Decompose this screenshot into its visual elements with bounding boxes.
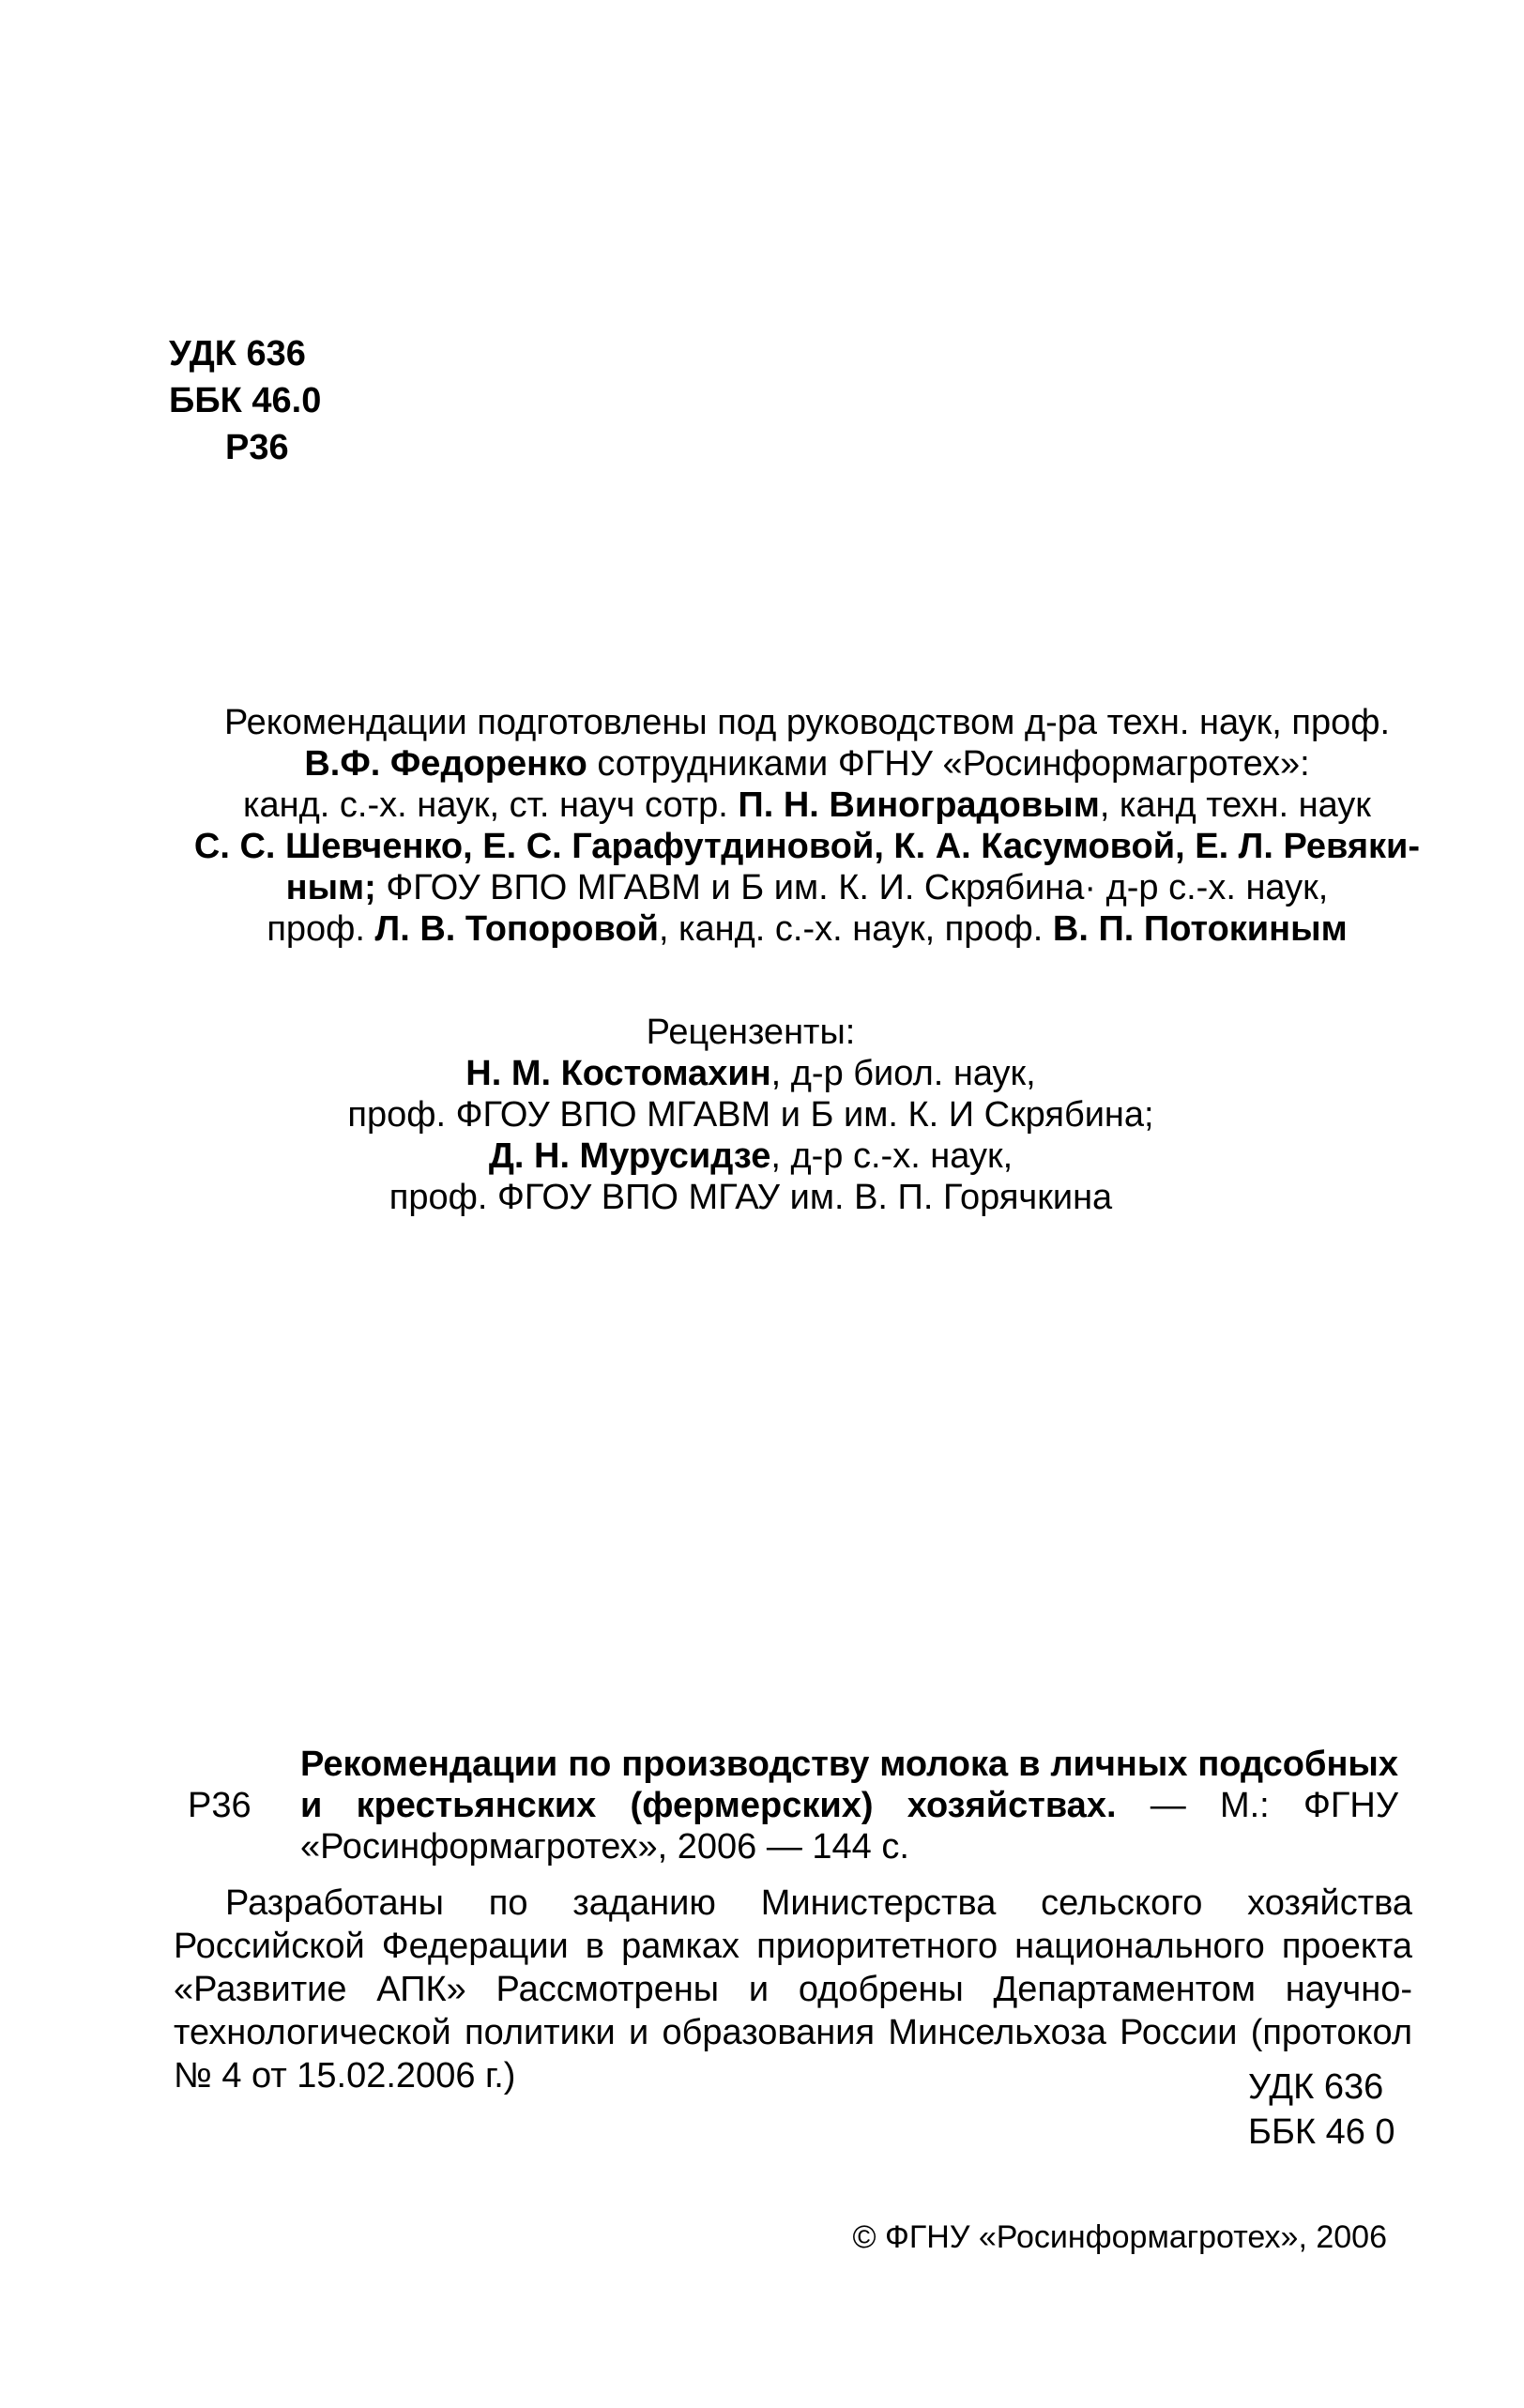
reviewer-2: Д. Н. Мурусидзе, д-р с.-х. наук, [488, 1136, 1013, 1176]
reviewer-1-affiliation: проф. ФГОУ ВПО МГАВМ и Б им. К. И Скрябина; [347, 1095, 1154, 1135]
authors-line: В.Ф. Федоренко сотрудниками ФГНУ «Росинформагротех»: [304, 744, 1310, 784]
bbk-code: ББК 46.0 [169, 381, 322, 420]
classification-top [169, 330, 321, 471]
authors-line: проф. Л. В. Топоровой, канд. с.-х. наук, проф. В. П. Потокиным [267, 909, 1348, 949]
authors-line: Рекомендации подготовлены под руководством д-ра техн. наук, проф. [223, 703, 1391, 742]
copyright: © ФГНУ «Росинформагротех», 2006 [852, 2219, 1387, 2255]
reviewers-heading: Рецензенты: [646, 1013, 856, 1052]
authors-line: канд. с.-х. наук, ст. науч сотр. П. Н. Виноградовым, канд техн. наук [243, 785, 1371, 825]
authors-line: ным; ФГОУ ВПО МГАВМ и Б им. К. И. Скрябина· д-р с.-х. наук, [285, 868, 1329, 907]
udk-code-bottom: УДК 636 [1248, 2067, 1384, 2107]
reviewers-block [282, 1012, 1220, 1218]
reviewer-1: Н. М. Костомахин, д-р биол. наук, [465, 1054, 1036, 1093]
authors-block [188, 702, 1426, 950]
reviewer-2-affiliation: проф. ФГОУ ВПО МГАУ им. В. П. Горячкина [389, 1178, 1113, 1217]
udk-code: УДК 636 [169, 334, 306, 373]
reference-code: Р36 [188, 1786, 251, 1825]
classification-bottom [1248, 2065, 1395, 2155]
bbk-code-bottom: ББК 46 0 [1248, 2112, 1395, 2152]
author-mark: Р36 [225, 428, 289, 467]
bibliographic-reference [169, 1744, 1398, 1867]
abstract: Разработаны по заданию Министерства сельского хозяйства Российской Федерации в рамках приоритетного национального проекта «Развитие АПК» Рассмотрены и одобрены Департаментом научно-технологической политики и образования Минсельхоза России (протокол № 4 от 15.02.2006 г.) [174, 1883, 1412, 2096]
reference-imprint: — М.: ФГНУ «Росинформагротех», 2006 — 144 с. [300, 1786, 1398, 1867]
reference-title: Рекомендации по производству молока в личных подсобных и крестьянских (фермерских) хозяйствах. [300, 1745, 1398, 1825]
authors-line: С. С. Шевченко, Е. С. Гарафутдиновой, К. А. Касумовой, Е. Л. Ревяки- [193, 827, 1421, 866]
reference-text [300, 1744, 1398, 1867]
